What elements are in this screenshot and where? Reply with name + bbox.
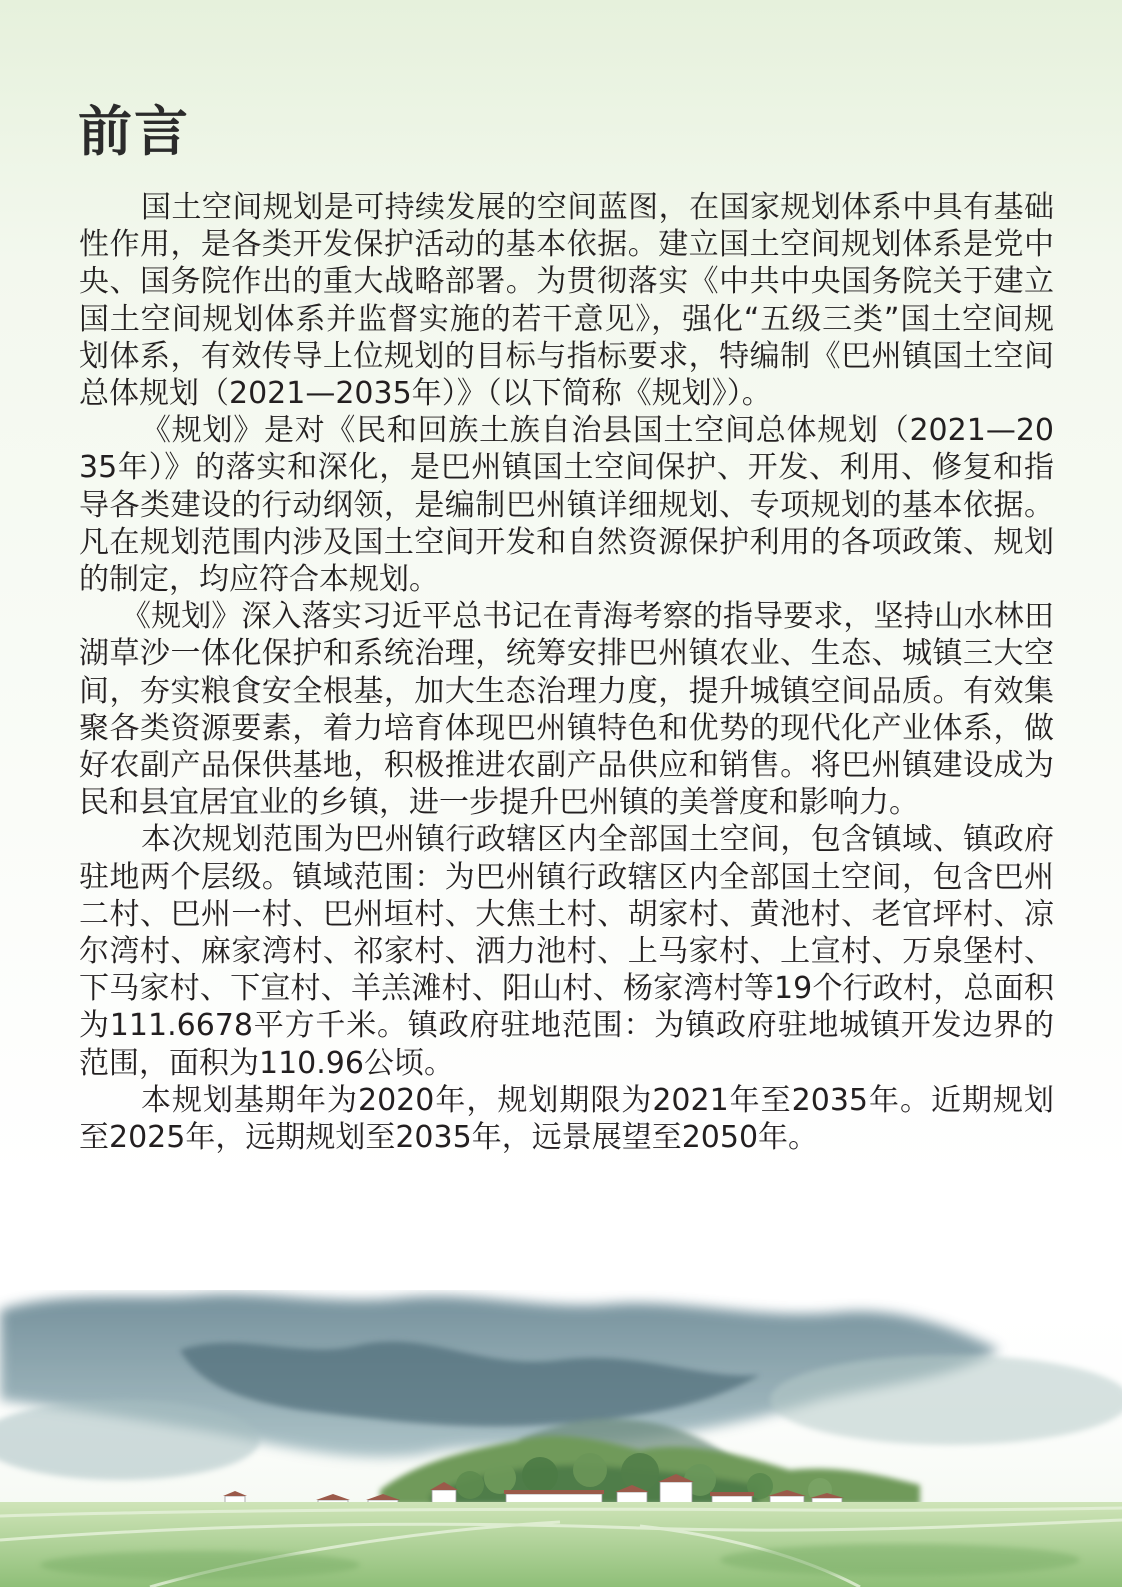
page-title: 前言 [78, 100, 190, 163]
paragraph-guidance: 《规划》深入落实习近平总书记在青海考察的指导要求，坚持山水林田湖草沙一体化保护和系统治理，统筹安排巴州镇农业、生态、城镇三大空间，夯实粮食安全根基，加大生态治理力度，提升城镇空间品质。有效集聚各类资源要素，着力培育体现巴州镇特色和优势的现代化产业体系，做好农副产品保供基地，积极推进农副产品供应和销售。将巴州镇建设成为民和县宜居宜业的乡镇，进一步提升巴州镇的美誉度和影响力。 [79, 599, 1054, 821]
paragraph-intro: 国土空间规划是可持续发展的空间蓝图，在国家规划体系中具有基础性作用，是各类开发保护活动的基本依据。建立国土空间规划体系是党中央、国务院作出的重大战略部署。为贯彻落实《中共中央国务院关于建立国土空间规划体系并监督实施的若干意见》，强化“五级三类”国土空间规划体系，有效传导上位规划的目标与指标要求，特编制《巴州镇国土空间总体规划（2021—2035年）》（以下简称《规划》）。 [79, 190, 1054, 412]
watercolor-village-landscape [0, 1290, 1122, 1587]
paragraph-positioning: 《规划》是对《民和回族土族自治县国土空间总体规划（2021—2035年）》的落实和深化，是巴州镇国土空间保护、开发、利用、修复和指导各类建设的行动纲领，是编制巴州镇详细规划、专项规划的基本依据。凡在规划范围内涉及国土空间开发和自然资源保护利用的各项政策、规划的制定，均应符合本规划。 [79, 413, 1054, 598]
preface-body [79, 189, 1054, 1156]
paragraph-scope: 本次规划范围为巴州镇行政辖区内全部国土空间，包含镇域、镇政府驻地两个层级。镇域范围：为巴州镇行政辖区内全部国土空间，包含巴州二村、巴州一村、巴州垣村、大焦土村、胡家村、黄池村、老官坪村、凉尔湾村、麻家湾村、祁家村、洒力池村、上马家村、上宣村、万泉堡村、下马家村、下宣村、羊羔滩村、阳山村、杨家湾村等19个行政村，总面积为111.6678平方千米。镇政府驻地范围：为镇政府驻地城镇开发边界的范围，面积为110.96公顷。 [79, 822, 1054, 1081]
paragraph-period: 本规划基期年为2020年，规划期限为2021年至2035年。近期规划至2025年，远期规划至2035年，远景展望至2050年。 [79, 1082, 1054, 1156]
landscape-illustration [0, 1290, 1122, 1587]
